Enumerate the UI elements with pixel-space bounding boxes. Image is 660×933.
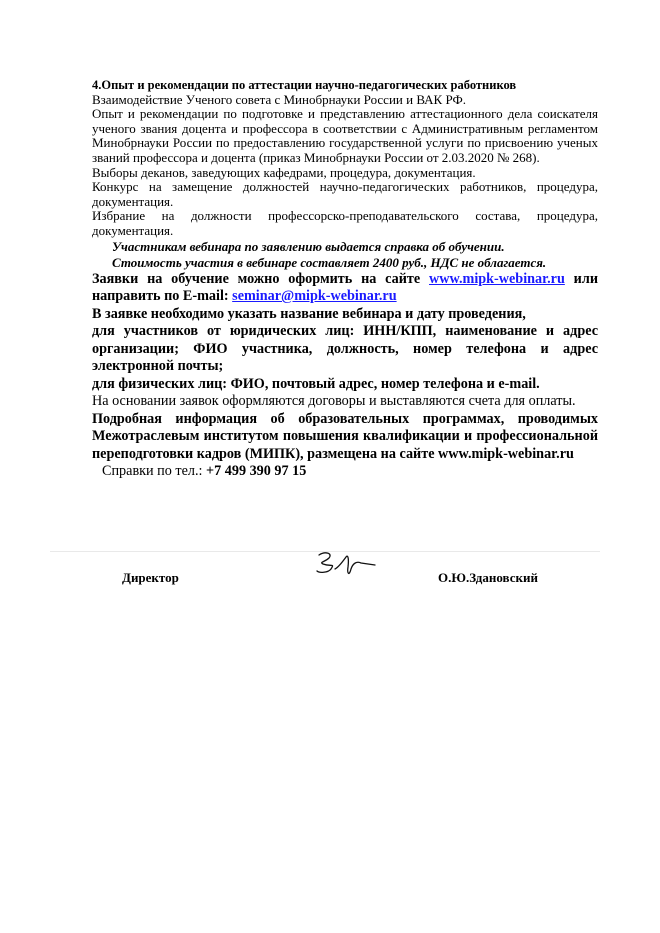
paragraph-attestation: Опыт и рекомендации по подготовке и представлению аттестационного дела соискателя ученого звания доцента и профессора в соответствии с Административным регламентом Минобрнауки России по предоставлению государственной услуги по присвоению ученых званий профессора и доцента (приказ Минобрнауки России от 2.03.2020 № 268). xyxy=(92,106,598,165)
phone-label: Справки по тел.: xyxy=(102,463,207,480)
legal-entities-requirement: для участников от юридических лиц: ИНН/КПП, наименование и адрес организации; ФИО участника, должность, номер телефона и адрес электронной почты; xyxy=(92,323,598,375)
application-requirement: В заявке необходимо указать название вебинара и дату проведения, xyxy=(92,305,526,322)
document-body xyxy=(92,78,598,481)
paragraph-competition: Конкурс на замещение должностей научно-педагогических работников, процедура, документация. xyxy=(92,179,598,209)
email-link[interactable]: seminar@mipk-webinar.ru xyxy=(232,288,397,305)
application-prefix: Заявки на обучение можно оформить на сайте xyxy=(92,270,429,287)
signatory-role: Директор xyxy=(122,570,179,585)
site-link[interactable]: www.mipk-webinar.ru xyxy=(429,270,565,287)
section-heading: 4.Опыт и рекомендации по аттестации научно-педагогических работников xyxy=(92,78,517,92)
more-info: Подробная информация об образовательных программах, проводимых Межотраслевым институтом повышения квалификации и профессиональной переподготовки кадров (МИПК), размещена на сайте www.mipk-webinar.ru xyxy=(92,410,598,462)
individuals-requirement: для физических лиц: ФИО, почтовый адрес, номер телефона и e-mail. xyxy=(92,375,540,392)
paragraph-council: Взаимодействие Ученого совета с Минобрнауки России и ВАК РФ. xyxy=(92,91,467,107)
price-note: Стоимость участия в вебинаре составляет 2400 руб., НДС не облагается. xyxy=(112,254,547,270)
signatory-name: О.Ю.Здановский xyxy=(438,570,538,585)
handwritten-signature xyxy=(313,547,383,583)
phone-number: +7 499 390 97 15 xyxy=(206,463,307,480)
paragraph-elections: Выборы деканов, заведующих кафедрами, процедура, документация. xyxy=(92,164,476,180)
contracts-note: На основании заявок оформляются договоры и выставляются счета для оплаты. xyxy=(92,393,576,410)
paragraph-election-staff: Избрание на должности профессорско-преподавательского состава, процедура, документация. xyxy=(92,208,598,238)
phone-line xyxy=(92,463,598,481)
certificate-note: Участникам вебинара по заявлению выдается справка об обучении. xyxy=(112,238,505,254)
application-middle: или направить по E-mail: xyxy=(92,270,598,305)
application-info xyxy=(92,271,598,306)
